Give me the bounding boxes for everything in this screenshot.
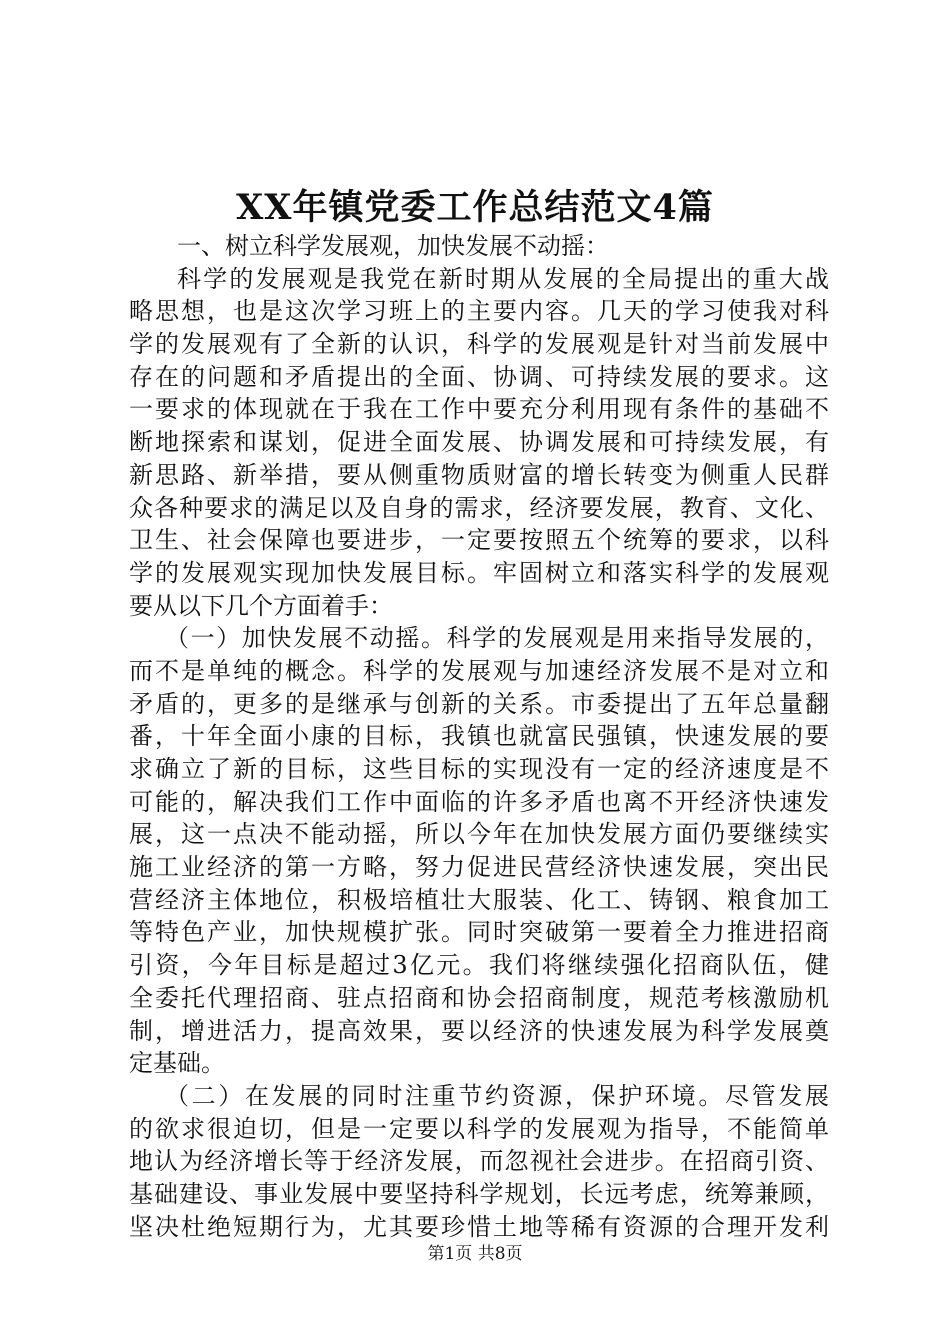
text-line: 地认为经济增长等于经济发展，而忽视社会进步。在招商引资、 [129,1147,829,1176]
text-line: 一要求的体现就在于我在工作中要充分利用现有条件的基础不 [129,395,829,424]
text-line: （一）加快发展不动摇。科学的发展观是用来指导发展的， [165,624,829,653]
text-line: 等特色产业，加快规模扩张。同时突破第一要着全力推进招商 [129,918,829,947]
text-line: 要从以下几个方面着手： [129,591,393,620]
text-line: 全委托代理招商、驻点招商和协会招商制度，规范考核激励机 [129,983,829,1012]
text-line: 新思路、新举措，要从侧重物质财富的增长转变为侧重人民群 [129,460,829,489]
text-line: 学的发展观有了全新的认识，科学的发展观是针对当前发展中 [129,330,829,359]
text-line: 众各种要求的满足以及自身的需求，经济要发展，教育、文化、 [129,493,829,522]
document-body [129,230,829,1243]
text-line: 而不是单纯的概念。科学的发展观与加速经济发展不是对立和 [129,656,829,685]
page-number: 第1页 共8页 [427,1244,523,1264]
text-line: 求确立了新的目标，这些目标的实现没有一定的经济速度是不 [129,755,829,783]
text-line: 略思想，也是这次学习班上的主要内容。几天的学习使我对科 [129,297,829,326]
text-line: 的欲求很迫切，但是一定要以科学的发展观为指导，不能简单 [129,1114,829,1143]
text-line: 引资，今年目标是超过3亿元。我们将继续强化招商队伍，健 [129,951,829,980]
text-line: 基础建设、事业发展中要坚持科学规划，长远考虑，统筹兼顾， [129,1179,829,1208]
text-line: 科学的发展观是我党在新时期从发展的全局提出的重大战 [177,264,829,293]
text-line: 断地探索和谋划，促进全面发展、协调发展和可持续发展，有 [129,428,829,457]
text-line: 可能的，解决我们工作中面临的许多矛盾也离不开经济快速发 [129,787,829,816]
text-line: 学的发展观实现加快发展目标。牢固树立和落实科学的发展观 [129,558,829,587]
document-title: XX年镇党委工作总结范文4篇 [236,187,714,228]
text-line: 番，十年全面小康的目标，我镇也就富民强镇，快速发展的要 [129,722,829,751]
text-line: 坚决杜绝短期行为，尤其要珍惜土地等稀有资源的合理开发利 [129,1212,829,1241]
text-line: 定基础。 [129,1049,225,1078]
text-line: 卫生、社会保障也要进步，一定要按照五个统筹的要求，以科 [129,526,829,555]
text-line: （二）在发展的同时注重节约资源，保护环境。尽管发展 [165,1081,829,1110]
text-line: 矛盾的，更多的是继承与创新的关系。市委提出了五年总量翻 [129,689,829,718]
text-line: 营经济主体地位，积极培植壮大服装、化工、铸钢、粮食加工 [129,885,829,914]
text-line: 制，增进活力，提高效果，要以经济的快速发展为科学发展奠 [129,1016,829,1045]
text-line: 一、树立科学发展观，加快发展不动摇： [177,232,609,260]
text-line: 施工业经济的第一方略，努力促进民营经济快速发展，突出民 [129,853,829,882]
text-line: 存在的问题和矛盾提出的全面、协调、可持续发展的要求。这 [129,362,829,391]
text-line: 展，这一点决不能动摇，所以今年在加快发展方面仍要继续实 [129,820,829,849]
